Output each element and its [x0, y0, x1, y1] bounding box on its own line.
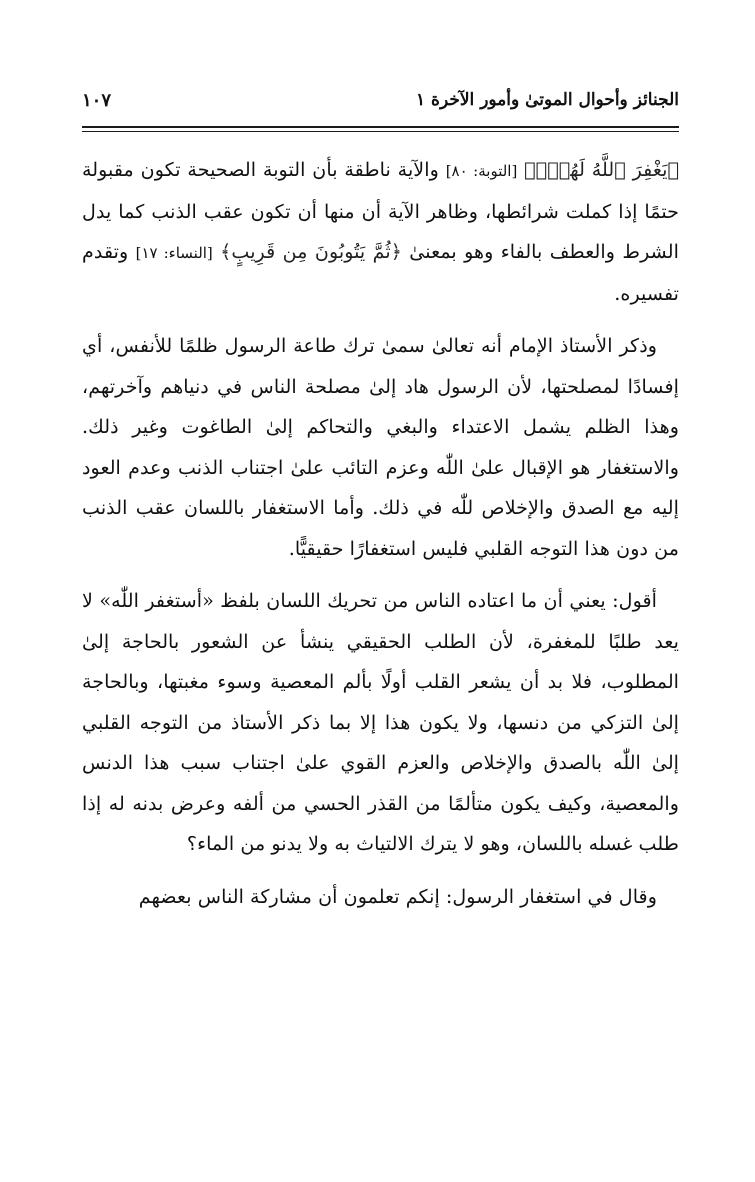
quran-quote: ﴿ثُمَّ يَتُوبُونَ مِن قَرِيبٍ﴾ [220, 240, 402, 263]
running-title: الجنائز وأحوال الموتىٰ وأمور الآخرة ١ [416, 90, 679, 110]
page-header [82, 88, 679, 122]
paragraph-4: وقال في استغفار الرسول: إنكم تعلمون أن مشاركة الناس بعضهم [138, 884, 657, 908]
paragraph-3: أقول: يعني أن ما اعتاده الناس من تحريك اللسان بلفظ «أستغفر اللّٰه» لا يعد طلبًا للمغفرة، لأن الطلب الحقيقي ينشأ عن الشعور بالحاجة إلىٰ المطلوب، فلا بد أن يشعر القلب أولًا بألم المعصية وسوء مغبتها، وبالحاجة إلىٰ التزكي من دنسها، ولا يكون هذا إلا بما ذكر الأستاذ من التوجه القلبي إلىٰ اللّٰه بالصدق والإخلاص والعزم القوي علىٰ اجتناب سبب هذا الدنس والمعصية، وكيف يكون متألمًا من القذر الحسي من ألفه وعرض بدنه له إذا طلب غسله باللسان، وهو لا يترك الالتياث به ولا يدنو من الماء؟ [82, 589, 679, 855]
paragraph-1 [82, 150, 679, 314]
main-text [82, 150, 679, 929]
quran-quote: ﴿يَغْفِرَ ٱللَّهُ لَهُمْۚ﴾ [524, 158, 679, 181]
header-rule-thin [82, 131, 679, 132]
verse-reference: [النساء: ١٧] [135, 244, 213, 262]
page-number: ١٠٧ [82, 90, 112, 111]
paragraph-2: وذكر الأستاذ الإمام أنه تعالىٰ سمىٰ ترك طاعة الرسول ظلمًا للأنفس، أي إفسادًا لمصلحتها، لأن الرسول هاد إلىٰ مصلحة الناس في دنياهم وآخرتهم، وهذا الظلم يشمل الاعتداء والبغي والتحاكم إلىٰ الطاغوت وغير ذلك. والاستغفار هو الإقبال علىٰ اللّٰه وعزم التائب علىٰ اجتناب الذنب وعدم العود إليه مع الصدق والإخلاص للّٰه في ذلك. وأما الاستغفار باللسان عقب الذنب من دون هذا التوجه القلبي فليس استغفارًا حقيقيًّا. [82, 334, 679, 560]
paragraph-text: وتقدم تفسيره. [82, 240, 679, 305]
verse-reference: [التوبة: ٨٠] [445, 162, 518, 180]
paragraph-text: والآية ناطقة بأن التوبة الصحيحة تكون مقبولة حتمًا إذا كملت شرائطها، وظاهر الآية أن منها أن تكون عقب الذنب كما يدل الشرط والعطف بالفاء وهو بمعنىٰ [82, 158, 679, 263]
header-rule-thick [82, 126, 679, 128]
